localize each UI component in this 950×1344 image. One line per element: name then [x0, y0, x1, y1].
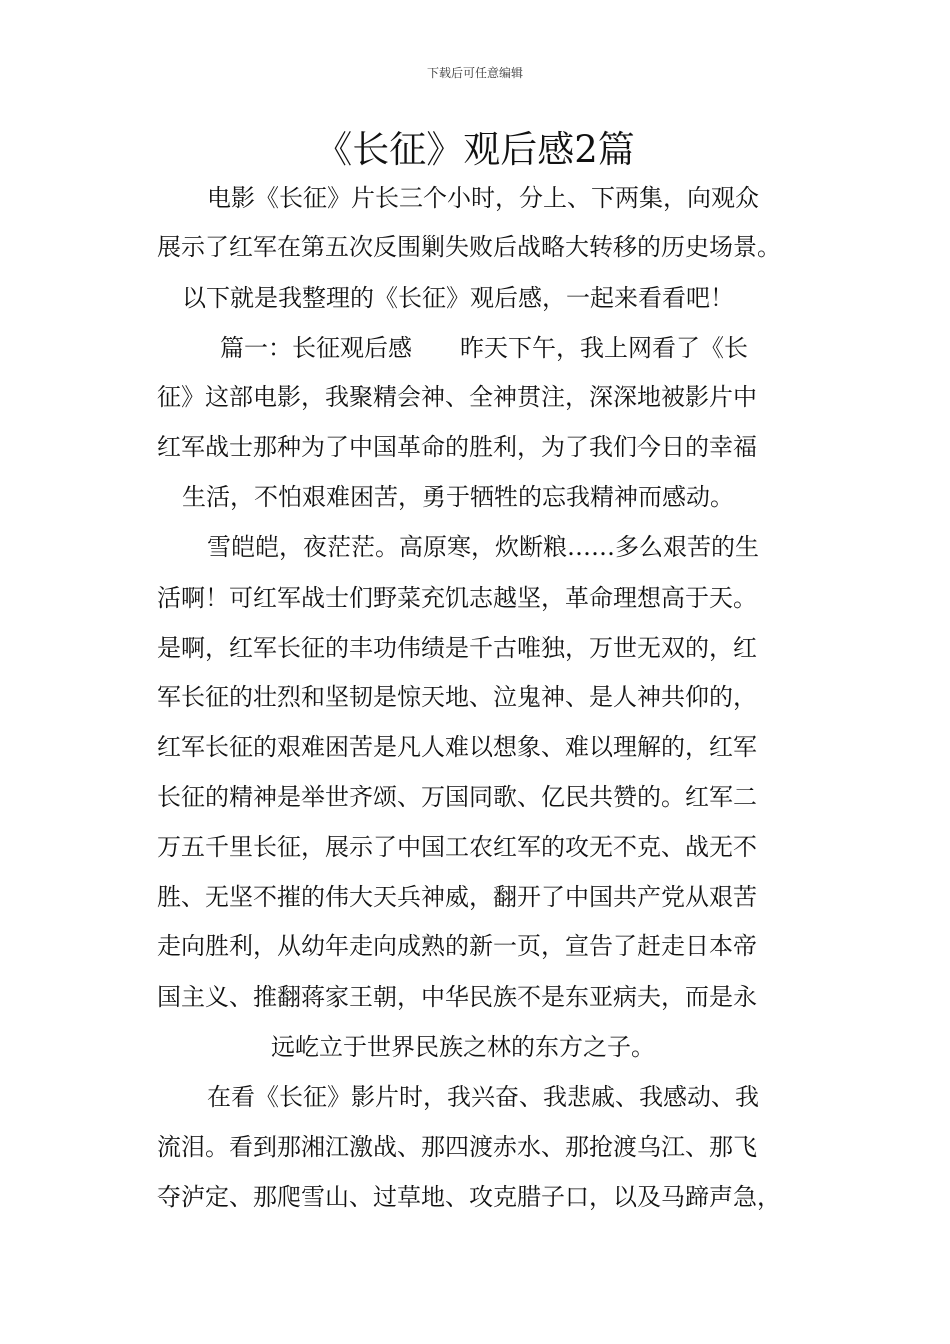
paragraph-line: 万五千里长征，展示了中国工农红军的攻无不克、战无不 [157, 833, 757, 861]
paragraph-line: 以下就是我整理的《长征》观后感，一起来看看吧！ [182, 284, 734, 312]
paragraph-line: 电影《长征》片长三个小时，分上、下两集，向观众 [207, 184, 759, 212]
paragraph-line: 远屹立于世界民族之林的东方之子。 [271, 1033, 655, 1061]
paragraph-line: 征》这部电影，我聚精会神、全神贯注，深深地被影片中 [157, 383, 757, 411]
paragraph-line: 夺泸定、那爬雪山、过草地、攻克腊子口，以及马蹄声急， [157, 1183, 781, 1211]
paragraph-line: 长征的精神是举世齐颂、万国同歌、亿民共赞的。红军二 [157, 783, 757, 811]
paragraph-line: 在看《长征》影片时，我兴奋、我悲戚、我感动、我 [207, 1083, 759, 1111]
paragraph-line: 走向胜利，从幼年走向成熟的新一页，宣告了赶走日本帝 [157, 932, 757, 960]
paragraph-line: 红军战士那种为了中国革命的胜利，为了我们今日的幸福 [157, 433, 757, 461]
paragraph-line: 胜、无坚不摧的伟大天兵神威，翻开了中国共产党从艰苦 [157, 883, 757, 911]
paragraph-line: 流泪。看到那湘江激战、那四渡赤水、那抢渡乌江、那飞 [157, 1133, 757, 1161]
paragraph-line: 红军长征的艰难困苦是凡人难以想象、难以理解的，红军 [157, 733, 757, 761]
header-note: 下载后可任意编辑 [426, 66, 523, 80]
paragraph-line: 篇一：长征观后感 昨天下午，我上网看了《长 [220, 334, 748, 362]
paragraph-line: 是啊，红军长征的丰功伟绩是千古唯独，万世无双的，红 [157, 634, 757, 662]
paragraph-line: 军长征的壮烈和坚韧是惊天地、泣鬼神、是人神共仰的， [157, 683, 757, 711]
paragraph-line: 展示了红军在第五次反围剿失败后战略大转移的历史场景。 [157, 233, 781, 261]
paragraph-line: 生活，不怕艰难困苦，勇于牺牲的忘我精神而感动。 [182, 483, 734, 511]
paragraph-line: 雪皑皑，夜茫茫。高原寒，炊断粮……多么艰苦的生 [207, 533, 759, 561]
paragraph-line: 国主义、推翻蒋家王朝，中华民族不是东亚病夫，而是永 [157, 983, 757, 1011]
page-title: 《长征》观后感2篇 [315, 128, 635, 171]
paragraph-line: 活啊！可红军战士们野菜充饥志越坚，革命理想高于天。 [157, 584, 757, 612]
